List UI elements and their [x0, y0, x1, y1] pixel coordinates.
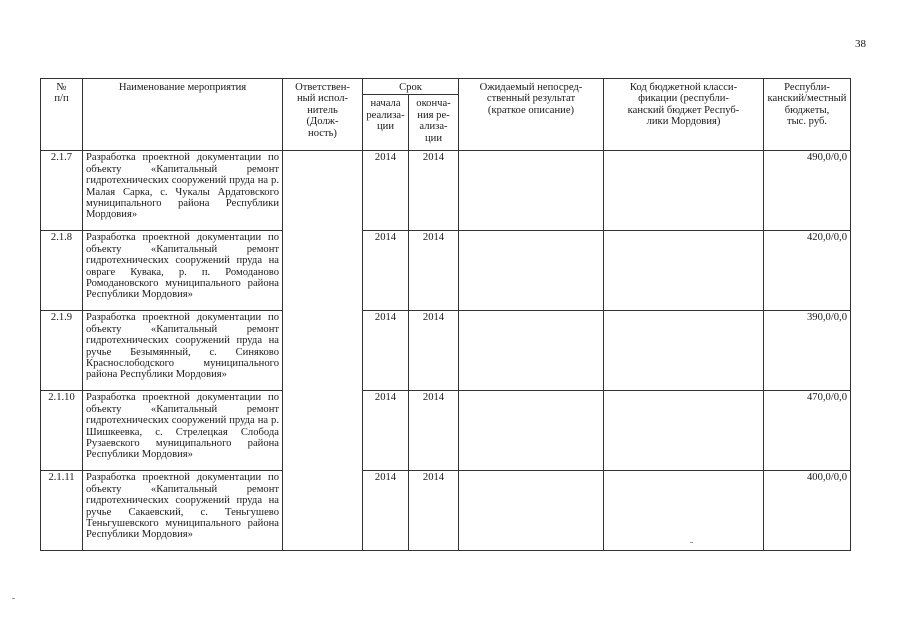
- row-name: Разработка проектной документации по объекту «Капитальный ремонт гидротехнических сооружений пруда на ручье Безымянный, с. Синяково Краснослободского муниципального района Республики Мордовия»: [83, 311, 283, 391]
- row-result: [459, 471, 604, 551]
- row-code: [604, 151, 764, 231]
- header-num: № п/п: [41, 79, 83, 151]
- header-result: Ожидаемый непосред- ственный результат (краткое описание): [459, 79, 604, 151]
- row-result: [459, 391, 604, 471]
- row-num: 2.1.9: [41, 311, 83, 391]
- scan-mark: [12, 598, 15, 599]
- table-row: [41, 231, 851, 311]
- table-row: [41, 311, 851, 391]
- row-end: 2014: [409, 471, 459, 551]
- row-end: 2014: [409, 311, 459, 391]
- row-num: 2.1.10: [41, 391, 83, 471]
- responsible-cell: [283, 151, 363, 551]
- row-result: [459, 231, 604, 311]
- table-row: [41, 391, 851, 471]
- row-start: 2014: [363, 231, 409, 311]
- row-code: [604, 311, 764, 391]
- row-code: [604, 391, 764, 471]
- row-budget: 400,0/0,0: [764, 471, 851, 551]
- row-num: 2.1.11: [41, 471, 83, 551]
- measures-table: [40, 78, 851, 551]
- row-result: [459, 151, 604, 231]
- table-row: [41, 151, 851, 231]
- row-end: 2014: [409, 151, 459, 231]
- scan-mark: [690, 542, 693, 543]
- row-name: Разработка проектной документации по объекту «Капитальный ремонт гидротехнических сооружений пруда на р. Шишкеевка, с. Стрелецкая Слобода Рузаевского муниципального района Республики Мордовия»: [83, 391, 283, 471]
- table-row: [41, 471, 851, 551]
- row-start: 2014: [363, 151, 409, 231]
- row-code: [604, 471, 764, 551]
- header-code: Код бюджетной класси- фикации (республи- канский бюджет Респуб- лики Мордовия): [604, 79, 764, 151]
- header-budget: Республи- канский/местный бюджеты, тыс. руб.: [764, 79, 851, 151]
- page-number: 38: [855, 38, 866, 50]
- row-end: 2014: [409, 391, 459, 471]
- row-num: 2.1.8: [41, 231, 83, 311]
- header-start: начала реализа- ции: [363, 95, 409, 151]
- row-budget: 490,0/0,0: [764, 151, 851, 231]
- row-code: [604, 231, 764, 311]
- header-term: Срок: [363, 79, 459, 95]
- row-budget: 420,0/0,0: [764, 231, 851, 311]
- row-budget: 390,0/0,0: [764, 311, 851, 391]
- row-budget: 470,0/0,0: [764, 391, 851, 471]
- row-num: 2.1.7: [41, 151, 83, 231]
- header-responsible: Ответствен- ный испол- нитель (Долж- ность): [283, 79, 363, 151]
- row-result: [459, 311, 604, 391]
- row-start: 2014: [363, 391, 409, 471]
- row-end: 2014: [409, 231, 459, 311]
- row-start: 2014: [363, 471, 409, 551]
- header-name: Наименование мероприятия: [83, 79, 283, 151]
- row-name: Разработка проектной документации по объекту «Капитальный ремонт гидротехнических сооружений пруда на овраге Кувака, р. п. Ромоданово Ромодановского муниципального района Республики Мордовия»: [83, 231, 283, 311]
- row-name: Разработка проектной документации по объекту «Капитальный ремонт гидротехнических сооружений пруда на ручье Сакаевский, с. Теньгушево Теньгушевского муниципального района Республики Мордовия»: [83, 471, 283, 551]
- row-start: 2014: [363, 311, 409, 391]
- row-name: Разработка проектной документации по объекту «Капитальный ремонт гидротехнических сооружений пруда на р. Малая Сарка, с. Чукалы Ардатовского муниципального района Республики Мордовия»: [83, 151, 283, 231]
- header-end: оконча- ния ре- ализа- ции: [409, 95, 459, 151]
